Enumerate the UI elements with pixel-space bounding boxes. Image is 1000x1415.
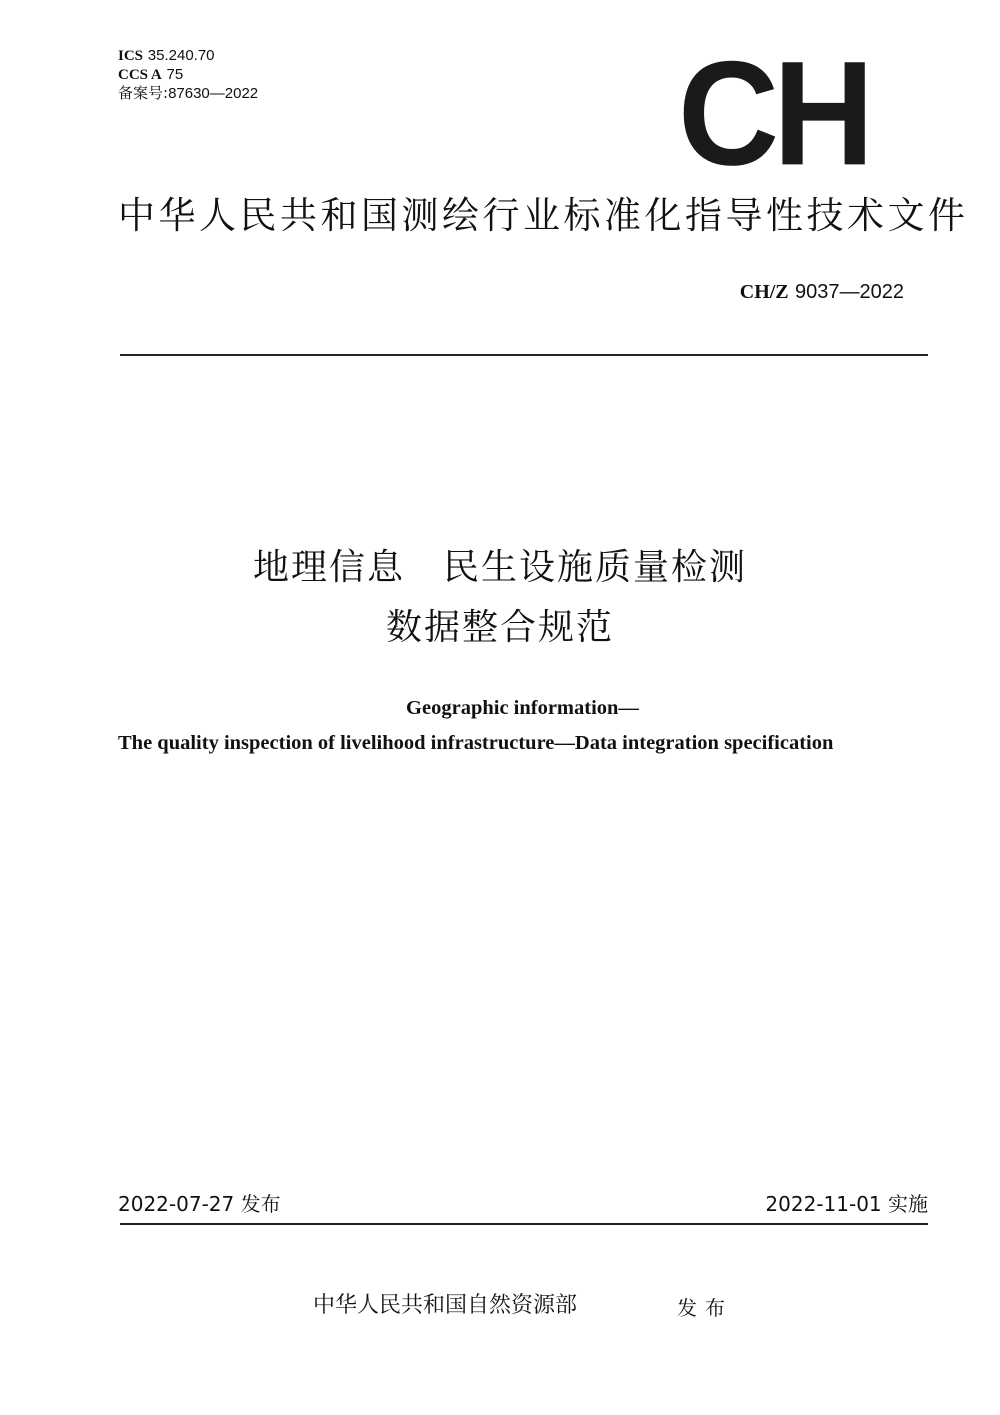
effective-date: 2022-11-01 实施 <box>765 1192 928 1216</box>
record-value: 87630—2022 <box>168 85 259 102</box>
publisher-name: 中华人民共和国自然资源部 <box>313 1293 578 1318</box>
document-type: 中华人民共和国测绘行业标准化指导性技术文件 <box>118 194 969 237</box>
standard-number <box>740 278 904 305</box>
ccs-line <box>118 65 258 84</box>
standard-number-value: 9037—2022 <box>795 281 904 303</box>
issue-date: 2022-07-27 发布 <box>118 1192 281 1216</box>
record-label: 备案号: <box>118 84 169 102</box>
title-en-line1: Geographic information— <box>406 697 639 719</box>
ics-label: ICS <box>118 48 144 64</box>
ccs-value: 75 <box>166 66 184 83</box>
ics-value: 35.240.70 <box>147 47 215 64</box>
publish-action: 发布 <box>677 1296 733 1320</box>
top-divider <box>120 354 928 356</box>
classification-block <box>118 46 258 103</box>
ccs-label: CCS A <box>118 67 162 83</box>
title-en-line2: The quality inspection of livelihood infrastructure—Data integration specification <box>118 732 834 754</box>
ics-line <box>118 46 258 65</box>
bottom-divider <box>120 1223 928 1225</box>
ch-logo: CH <box>678 29 869 197</box>
title-cn-line2: 数据整合规范 <box>385 607 614 648</box>
title-cn-line1: 地理信息 民生设施质量检测 <box>252 547 747 588</box>
record-line <box>118 84 258 103</box>
standard-code: CH/Z <box>739 281 789 303</box>
